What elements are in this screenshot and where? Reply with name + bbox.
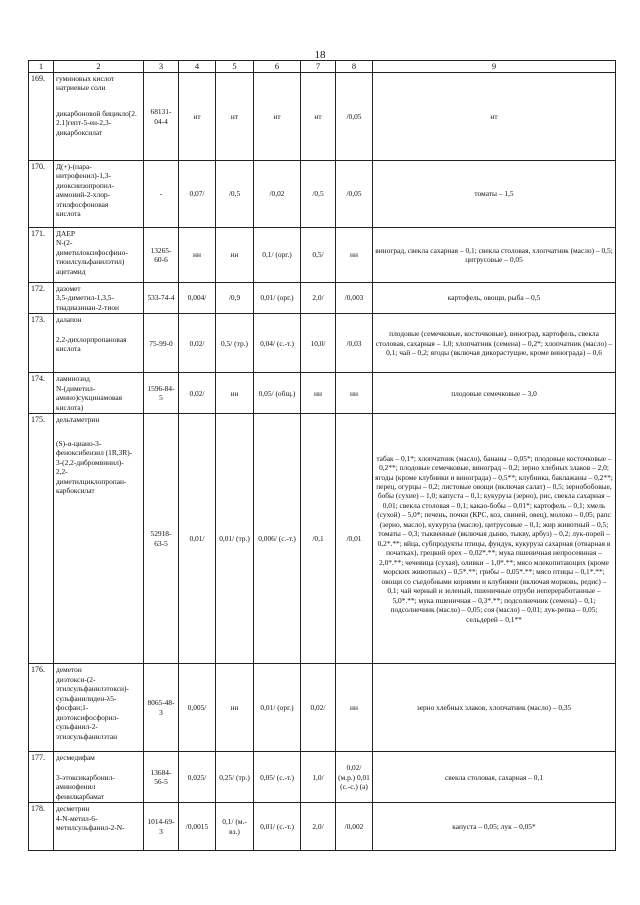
table-row xyxy=(29,283,616,314)
cas-number-cell: 533-74-4 xyxy=(144,283,179,314)
row-number-cell: 175. xyxy=(29,414,54,664)
row-number-cell: 173. xyxy=(29,314,54,373)
table-row xyxy=(29,803,616,851)
cas-number-cell: 75-99-0 xyxy=(144,314,179,373)
substance-name-line: ацетамид xyxy=(56,266,86,276)
col8-value-cell: 0,02/ (м.р.) 0,01 (с.-с.) (а) xyxy=(336,752,373,803)
table-row xyxy=(29,414,616,664)
substance-name-line: гуминовых кислот xyxy=(56,74,115,83)
table-row xyxy=(29,228,616,283)
table-row xyxy=(29,373,616,414)
col7-value-cell: 0,5/ xyxy=(301,228,336,283)
col-header-6: 6 xyxy=(254,61,301,73)
row-number-cell: 174. xyxy=(29,373,54,414)
substance-name-line: этилсульфанилэтокси)- xyxy=(56,684,129,694)
col4-value-cell: /0,0015 xyxy=(179,803,216,851)
substance-name-line: сульфанил-2- xyxy=(56,722,98,732)
cas-number-cell: 8065-48-3 xyxy=(144,664,179,752)
col6-value-cell: 0,1/ (орг.) xyxy=(254,228,301,283)
substance-name-cell xyxy=(54,228,144,283)
substance-name-line: диэтоксифосфорил- xyxy=(56,712,119,722)
col8-value-cell: нн xyxy=(336,373,373,414)
substance-name-line: 3,5-диметил-1,3,5- xyxy=(56,293,114,303)
substance-name-line xyxy=(56,93,141,109)
col-header-3: 3 xyxy=(144,61,179,73)
cas-number-cell: 52918-63-5 xyxy=(144,414,179,664)
col5-value-cell: 0,1/ (м.-вз.) xyxy=(216,803,254,851)
col7-value-cell: 2,0/ xyxy=(301,283,336,314)
col5-value-cell: /0,9 xyxy=(216,283,254,314)
col5-value-cell: нн xyxy=(216,373,254,414)
substance-name-line: 4-N-метил-6- xyxy=(56,813,98,823)
col-header-7: 7 xyxy=(301,61,336,73)
col4-value-cell: 0,025/ xyxy=(179,752,216,803)
col8-value-cell: /0,01 xyxy=(336,414,373,664)
col4-value-cell: 0,07/ xyxy=(179,161,216,228)
table-row xyxy=(29,314,616,373)
substance-name-line: 3-этоксикарбонил- xyxy=(56,772,115,782)
col6-value-cell: 0,04/ (с.-т.) xyxy=(254,314,301,373)
table-row xyxy=(29,752,616,803)
col7-value-cell: 0,02/ xyxy=(301,664,336,752)
products-mrl-cell: виноград, свекла сахарная – 0,1; свекла столовая, хлопчатник (масло) – 0,5; цитрусовые – 0,05 xyxy=(373,228,616,283)
substance-name-line: кислота xyxy=(56,209,81,219)
cas-number-cell: 1596-84-5 xyxy=(144,373,179,414)
substance-name-line: дазомет xyxy=(56,284,81,293)
substance-name-line: этилсульфанилэтан xyxy=(56,731,118,741)
substance-name-line: 3-(2,2-дибромвинил)- xyxy=(56,457,124,467)
row-number-cell: 171. xyxy=(29,228,54,283)
substance-name-cell xyxy=(54,752,144,803)
col8-value-cell: нн xyxy=(336,664,373,752)
substance-name-line: диметилциклопропан- xyxy=(56,476,127,486)
col7-value-cell: 10,0/ xyxy=(301,314,336,373)
col5-value-cell: нн xyxy=(216,228,254,283)
substance-name-line: дикарбоновой бицикло[2. xyxy=(56,108,137,118)
products-mrl-cell: томаты – 1,5 xyxy=(373,161,616,228)
col6-value-cell: нт xyxy=(254,73,301,161)
col5-value-cell: 0,25/ (тр.) xyxy=(216,752,254,803)
products-mrl-cell: плодовые (семечковые, косточковые), виноград, картофель, свекла столовая, сахарная – 1,0; хлопчатник (семена) – 0,2*; хлопчатник (масло) – 0,1; чай – 0,2; ягоды (включая дикорастущие, кроме винограда) – 0,6 xyxy=(373,314,616,373)
col4-value-cell: нн xyxy=(179,228,216,283)
substance-name-line: ламинозид xyxy=(56,374,90,384)
substance-name-line: диэтокси-(2- xyxy=(56,674,96,684)
col4-value-cell: 0,02/ xyxy=(179,373,216,414)
col5-value-cell: 0,5/ (тр.) xyxy=(216,314,254,373)
substance-name-line xyxy=(56,425,141,439)
substance-name-line: кислота) xyxy=(56,402,84,412)
cas-number-cell: 13265-60-6 xyxy=(144,228,179,283)
substance-name-line: феноксибензил (1R,3R)- xyxy=(56,448,133,458)
substance-name-line: десмедифам xyxy=(56,753,95,763)
col-header-2: 2 xyxy=(54,61,144,73)
products-mrl-cell: капуста – 0,05; лук – 0,05* xyxy=(373,803,616,851)
products-mrl-cell: зерно хлебных злаков, хлопчатник (масло) – 0,35 xyxy=(373,664,616,752)
substance-name-line: ДАЕР xyxy=(56,229,76,238)
substance-name-line: Д(+)-(пара- xyxy=(56,162,92,171)
col4-value-cell: нт xyxy=(179,73,216,161)
col-header-4: 4 xyxy=(179,61,216,73)
substance-name-cell xyxy=(54,73,144,161)
col7-value-cell: нн xyxy=(301,373,336,414)
col6-value-cell: 0,05/ (общ.) xyxy=(254,373,301,414)
substance-name-line: диметилоксифосфино- xyxy=(56,247,128,257)
pesticide-table xyxy=(28,60,616,851)
col4-value-cell: 0,005/ xyxy=(179,664,216,752)
products-mrl-cell: табак – 0,1*; хлопчатник (масло), бананы – 0,05*; плодовые косточковые – 0,2**; плодовые семечковые, виноград – 0,2; зерно хлебных злаков – 2,0; ягоды (кроме клубники и винограда) – 0,5**; клубника, баклажаны – 0,2**; перец, огурцы – 0,2; листовые овощи (включая салат) – 0,5; зернобобовые, бобы (сухие) – 1,0; капуста – 0,1; кукуруза (зерно), рис, свекла сахарная – 0,01; свекла столовая – 0,1; какао-бобы – 0,01*; картофель – 0,1; хмель (сухой) – 5,0*; печень, почки (КРС, коз, свиней, овец), молоко – 0,05; рапс (зерно, масло), кукуруза (масло), цитрусовые – 0,1; жир животный – 0,5; томаты – 0,3; тыквенные (включая дыню, тыкву, арбуз) – 0,2; лук-порей – 0,2*.**; яйца, субпродукты птицы, фундук, кукуруза сахарная (отварная в початках), грецкий орех – 0,02*.**; мука пшеничная непросеянная – 2,0*.**; чечевица (сухая), оливки – 1,0*.**; мясо млекопитающих (кроме морских животных) – 0,5*.**; грибы – 0,05*.**; мясо птицы – 0,1*.**; овощи со съедобными корнями и клубнями (включая морковь, редис) – 0,1; чай черный и зеленый, пшеничные отруби непереработанные – 5,0*.**; мука пшеничная – 0,3*.**; подсолнечник (семена) – 0,1; подсолнечник (масло) – 0,05; соя (масло) – 0,01; лук-репка – 0,05; сельдерей – 0,1** xyxy=(373,414,616,664)
col7-value-cell: 1,0/ xyxy=(301,752,336,803)
substance-name-line: аммоний-2-хлор- xyxy=(56,190,111,200)
substance-name-line xyxy=(56,325,141,335)
col-header-8: 8 xyxy=(336,61,373,73)
col8-value-cell: /0,05 xyxy=(336,161,373,228)
substance-name-line: тиоилсульфанилэтил) xyxy=(56,257,125,267)
substance-name-line: аминофенил xyxy=(56,782,96,792)
row-number-cell: 176. xyxy=(29,664,54,752)
substance-name-line: 2.1]гепт-5-ен-2,3- xyxy=(56,118,112,128)
substance-name-line: кислота xyxy=(56,344,81,354)
col6-value-cell: 0,01/ (орг.) xyxy=(254,283,301,314)
substance-name-cell xyxy=(54,161,144,228)
substance-name-line: N-(2- xyxy=(56,238,73,248)
substance-name-line: сульфанилиден-λ5- xyxy=(56,693,117,703)
col7-value-cell: нт xyxy=(301,73,336,161)
col8-value-cell: нн xyxy=(336,228,373,283)
substance-name-line: дельтаметрин xyxy=(56,415,100,425)
col7-value-cell: 2,0/ xyxy=(301,803,336,851)
row-number-cell: 172. xyxy=(29,283,54,314)
products-mrl-cell: свекла столовая, сахарная – 0,1 xyxy=(373,752,616,803)
substance-name-line: тиадиазинан-2-тион xyxy=(56,302,119,312)
substance-name-line: карбоксилат xyxy=(56,486,95,496)
col8-value-cell: /0,003 xyxy=(336,283,373,314)
col6-value-cell: 0,05/ (с.-т.) xyxy=(254,752,301,803)
row-number-cell: 177. xyxy=(29,752,54,803)
col-header-9: 9 xyxy=(373,61,616,73)
substance-name-line: N-(диметил- xyxy=(56,383,96,393)
substance-name-line: далапон xyxy=(56,315,82,325)
col4-value-cell: 0,02/ xyxy=(179,314,216,373)
col5-value-cell: 0,01/ (тр.) xyxy=(216,414,254,664)
substance-name-line: деметон xyxy=(56,665,82,675)
substance-name-line: фенилкарбамат xyxy=(56,791,105,801)
col5-value-cell: нт xyxy=(216,73,254,161)
substance-name-cell xyxy=(54,283,144,314)
col6-value-cell: 0,01/ (орг.) xyxy=(254,664,301,752)
col8-value-cell: /0,002 xyxy=(336,803,373,851)
table-row xyxy=(29,161,616,228)
substance-name-cell xyxy=(54,664,144,752)
cas-number-cell: - xyxy=(144,161,179,228)
row-number-cell: 169. xyxy=(29,73,54,161)
substance-name-line: дикарбоксилат xyxy=(56,127,103,137)
products-mrl-cell: картофель, овощи, рыба – 0,5 xyxy=(373,283,616,314)
substance-name-line: диоксиизопропил- xyxy=(56,180,114,190)
substance-name-line: десметрин xyxy=(56,804,90,814)
cas-number-cell: 68131-04-4 xyxy=(144,73,179,161)
substance-name-line: фосфан;1- xyxy=(56,703,89,713)
table-row xyxy=(29,73,616,161)
substance-name-line: 2,2-дихлорпропановая xyxy=(56,334,127,344)
substance-name-cell xyxy=(54,414,144,664)
col-header-5: 5 xyxy=(216,61,254,73)
substance-name-cell xyxy=(54,314,144,373)
substance-name-cell xyxy=(54,373,144,414)
col7-value-cell: /0,5 xyxy=(301,161,336,228)
header-row xyxy=(29,61,616,73)
substance-name-line: нитрофенил)-1,3- xyxy=(56,171,111,181)
substance-name-line: 2,2- xyxy=(56,467,68,477)
col7-value-cell: /0,1 xyxy=(301,414,336,664)
substance-name-line: натриевые соли xyxy=(56,83,106,93)
col4-value-cell: 0,01/ xyxy=(179,414,216,664)
cas-number-cell: 13684-56-5 xyxy=(144,752,179,803)
substance-name-line: амино)сукцинамовая xyxy=(56,393,123,403)
substance-name-line: этилфосфоновая xyxy=(56,199,109,209)
row-number-cell: 178. xyxy=(29,803,54,851)
col6-value-cell: /0,02 xyxy=(254,161,301,228)
substance-name-line: (S)-α-циано-3- xyxy=(56,438,102,448)
substance-name-line: метилсульфанил-2-N- xyxy=(56,823,125,833)
col8-value-cell: /0,05 xyxy=(336,73,373,161)
row-number-cell: 170. xyxy=(29,161,54,228)
products-mrl-cell: плодовые семечковые – 3,0 xyxy=(373,373,616,414)
col4-value-cell: 0,004/ xyxy=(179,283,216,314)
substance-name-line xyxy=(56,763,141,773)
col6-value-cell: 0,006/ (с.-т.) xyxy=(254,414,301,664)
products-mrl-cell: нт xyxy=(373,73,616,161)
col6-value-cell: 0,01/ (с.-т.) xyxy=(254,803,301,851)
substance-name-cell xyxy=(54,803,144,851)
table-row xyxy=(29,664,616,752)
col8-value-cell: /0,03 xyxy=(336,314,373,373)
col-header-1: 1 xyxy=(29,61,54,73)
page-number: 18 xyxy=(314,49,326,61)
cas-number-cell: 1014-69-3 xyxy=(144,803,179,851)
col5-value-cell: нн xyxy=(216,664,254,752)
col5-value-cell: /0,5 xyxy=(216,161,254,228)
